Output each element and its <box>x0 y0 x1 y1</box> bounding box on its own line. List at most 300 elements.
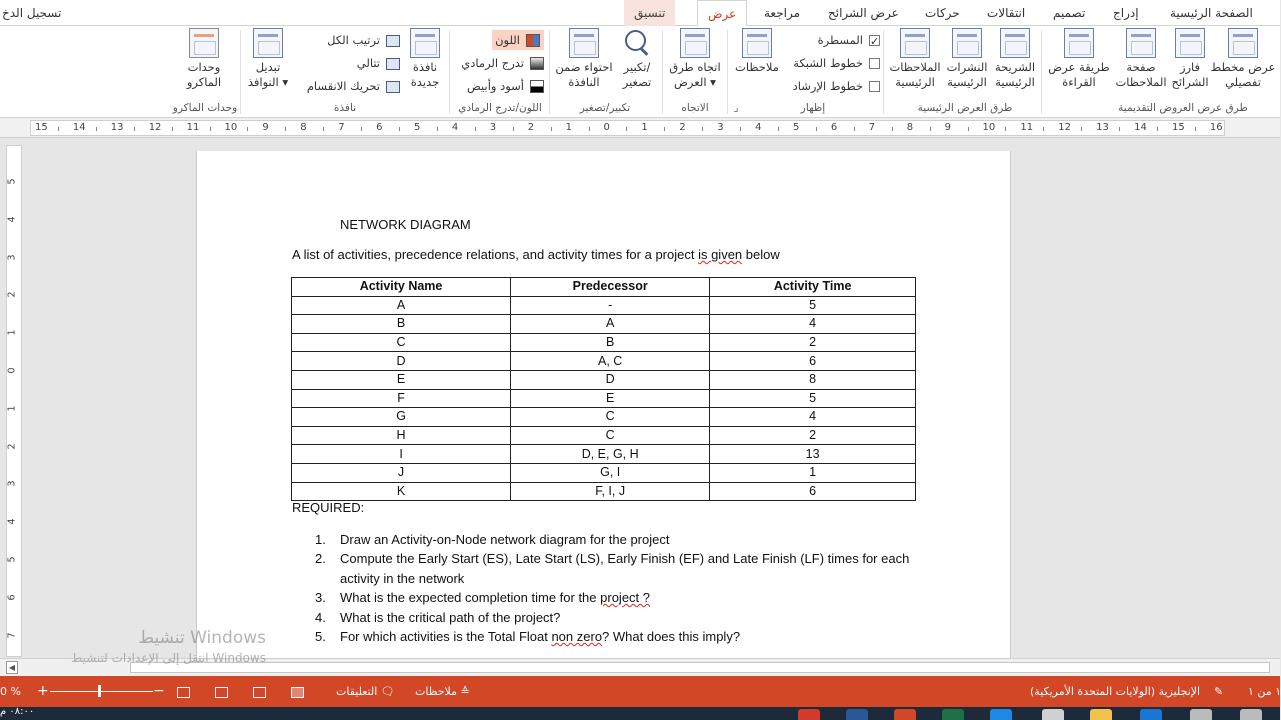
language-indicator[interactable]: الإنجليزية (الولايات المتحدة الأمريكية) <box>1030 685 1201 698</box>
ruler-tick-label: 9 <box>262 122 269 133</box>
vruler-tick-label: 2 <box>6 443 18 450</box>
ruler-tick-label: 1 <box>641 122 648 133</box>
ruler-tick-label: 11 <box>186 122 200 133</box>
new-window-icon <box>410 28 440 58</box>
ruler-tick-label: 5 <box>414 122 421 133</box>
slide-title[interactable]: NETWORK DIAGRAM <box>340 217 471 232</box>
vruler-tick-label: 7 <box>6 632 18 639</box>
notes-toggle-button[interactable] <box>415 676 470 707</box>
color-swatch-icon <box>526 34 540 47</box>
cell-predecessor: G, I <box>511 463 710 482</box>
ruler-label: المسطرة <box>817 33 863 47</box>
question-item <box>315 608 915 627</box>
header-activity-name: Activity Name <box>292 278 511 297</box>
ruler-tick <box>1005 127 1006 131</box>
ribbon-separator <box>1041 30 1042 114</box>
zoom-out-icon[interactable]: − <box>153 683 165 699</box>
ruler-tick <box>968 127 969 131</box>
ruler-tick <box>475 127 476 131</box>
ruler-tick <box>551 127 552 131</box>
ruler-tick-label: 8 <box>300 122 307 133</box>
cell-activity-name: G <box>292 408 511 427</box>
cascade-label: تتالي <box>356 56 380 70</box>
intro-spellcheck-text: is given <box>698 247 743 262</box>
group-label-macros: وحدات الماكرو <box>172 102 238 114</box>
table-row <box>292 296 916 315</box>
cell-predecessor: E <box>511 389 710 408</box>
grayscale-swatch-icon <box>530 57 544 70</box>
question-number: 3. <box>315 590 326 606</box>
cell-activity-time: 5 <box>710 389 916 408</box>
ruler-tick-label: 16 <box>1209 122 1223 133</box>
outline-view-label-1: عرض مخطط <box>1210 60 1276 74</box>
macros-icon <box>189 28 219 58</box>
tab-home[interactable]: الصفحة الرئيسية <box>1170 6 1253 20</box>
vruler-tick-label: 3 <box>6 480 18 487</box>
color-button[interactable] <box>492 30 544 50</box>
table-header-row <box>292 278 916 297</box>
explorer-taskbar-icon[interactable] <box>1090 709 1112 720</box>
ruler-track <box>30 120 1225 136</box>
ribbon-separator <box>727 30 728 114</box>
notes-page-icon <box>1126 28 1156 58</box>
ruler-tick-label: 8 <box>906 122 914 133</box>
switch-windows-button[interactable] <box>244 28 292 90</box>
zoom-label-1: تكبير/ <box>623 60 651 74</box>
tab-transitions[interactable]: انتقالات <box>987 6 1026 20</box>
switch-windows-icon <box>253 28 283 58</box>
vruler-tick-label: 1 <box>6 329 18 336</box>
cell-predecessor: F, I, J <box>511 482 710 501</box>
ruler-tick <box>58 127 59 131</box>
checkbox-unchecked-icon[interactable] <box>869 81 880 92</box>
notes-master-icon <box>900 28 930 58</box>
cell-predecessor: A, C <box>511 352 710 371</box>
ruler-tick-label: 11 <box>1020 122 1034 133</box>
ribbon-tab-bar <box>0 0 1280 26</box>
notes-page-button[interactable] <box>1112 28 1170 90</box>
group-label-window: نافذة <box>333 102 357 114</box>
magnifier-icon <box>622 28 652 58</box>
ruler-tick-label: 6 <box>830 122 838 133</box>
cascade-button[interactable] <box>304 53 400 73</box>
ruler-tick <box>892 127 893 131</box>
guides-label: خطوط الإرشاد <box>792 79 863 93</box>
question-text: Draw an Activity-on-Node network diagram for the project <box>340 532 670 547</box>
slide-canvas <box>24 139 1280 658</box>
cascade-icon <box>386 58 400 70</box>
slide-sorter-label-2: الشرائح <box>1171 75 1209 89</box>
arrange-all-label: ترتيب الكل <box>327 33 380 47</box>
notes-toggle-label: ملاحظات <box>415 685 457 698</box>
new-window-label-1: نافذة <box>412 60 438 74</box>
tab-insert[interactable]: إدراج <box>1113 6 1139 20</box>
table-row <box>292 482 916 501</box>
required-heading[interactable]: REQUIRED: <box>292 500 365 515</box>
ruler-tick-label: 6 <box>376 122 383 133</box>
search-taskbar-icon[interactable] <box>1190 709 1212 720</box>
cell-activity-name: I <box>292 445 511 464</box>
cell-predecessor: C <box>511 426 710 445</box>
ribbon-view <box>0 26 1280 118</box>
ribbon-separator <box>549 30 550 114</box>
ruler-tick-label: 9 <box>944 122 951 133</box>
handout-master-label-2: الرئيسية <box>947 75 987 89</box>
cell-activity-time: 1 <box>710 463 916 482</box>
cell-activity-name: J <box>292 463 511 482</box>
cell-predecessor: D <box>511 370 710 389</box>
cell-activity-time: 8 <box>710 370 916 389</box>
arrange-all-button[interactable] <box>304 30 400 50</box>
zoom-slider-track[interactable] <box>50 691 153 692</box>
switch-windows-label-1: تبديل <box>255 60 281 74</box>
slide-sorter-icon <box>1175 28 1205 58</box>
cell-predecessor: D, E, G, H <box>511 445 710 464</box>
cell-activity-time: 4 <box>710 408 916 427</box>
fit-window-label-1: احتواء ضمن <box>555 60 613 74</box>
ruler-tick <box>854 127 855 131</box>
move-split-button[interactable] <box>298 76 400 96</box>
table-row <box>292 333 916 352</box>
ruler-tick <box>134 127 135 131</box>
question-number: 4. <box>315 609 326 625</box>
slide[interactable] <box>196 151 1011 671</box>
cell-activity-time: 2 <box>710 333 916 352</box>
slide-master-label-2: الرئيسية <box>995 75 1035 89</box>
ruler-tick-label: 4 <box>451 122 459 133</box>
table-row <box>292 315 916 334</box>
ruler-tick-label: 13 <box>1096 122 1109 133</box>
zoom-percent[interactable]: 0 % <box>0 685 21 698</box>
comments-label: التعليقات <box>336 685 378 698</box>
cell-activity-time: 6 <box>710 482 916 501</box>
status-bar <box>0 676 1280 707</box>
arrange-all-icon <box>386 35 400 47</box>
question-text: For which activities is the Total Float <box>340 629 552 645</box>
ruler-tick <box>1119 127 1120 131</box>
ruler-tick-label: 7 <box>868 122 876 133</box>
ruler-tick <box>172 127 173 131</box>
direction-label-2: العرض ▾ <box>674 75 716 89</box>
question-text-end: ? What does this imply? <box>602 629 741 645</box>
zoom-in-icon[interactable]: + <box>37 683 49 699</box>
normal-view-icon[interactable] <box>291 676 304 707</box>
fit-to-window-icon <box>569 28 599 58</box>
cell-predecessor: - <box>511 296 710 315</box>
tab-animations[interactable]: حركات <box>925 6 960 20</box>
ruler-tick-label: 1 <box>565 122 572 133</box>
edge-taskbar-icon[interactable] <box>1140 709 1162 720</box>
direction-button[interactable] <box>666 28 724 90</box>
outline-view-label-2: تفصيلي <box>1225 75 1261 89</box>
cell-predecessor: A <box>511 315 710 334</box>
cell-predecessor: C <box>511 408 710 427</box>
notes-master-label-2: الرئيسية <box>895 75 935 89</box>
question-item <box>315 549 915 588</box>
group-label-presentation-views: طرق عرض العروض التقديمية <box>1118 102 1248 114</box>
spellcheck-status-icon[interactable]: ✎ <box>1214 685 1224 698</box>
windows-activation-watermark <box>26 628 266 668</box>
switch-windows-label-2: النوافذ ▾ <box>247 75 289 89</box>
notes-button-label: ملاحظات <box>735 60 779 74</box>
direction-icon <box>680 28 710 58</box>
zoom-slider-thumb[interactable] <box>98 685 101 697</box>
table-row <box>292 352 916 371</box>
ruler-tick <box>361 127 362 131</box>
ruler-tick <box>1043 127 1044 131</box>
vertical-ruler <box>6 145 22 657</box>
ruler-tick <box>323 127 324 131</box>
reading-view-label-2: القراءة <box>1062 75 1096 89</box>
move-split-label: تحريك الانقسام <box>306 79 380 93</box>
outline-view-button[interactable] <box>1210 28 1276 90</box>
gridlines-checkbox[interactable] <box>786 53 880 73</box>
header-activity-time: Activity Time <box>710 278 916 297</box>
tab-review[interactable]: مراجعة <box>764 6 801 20</box>
black-white-button[interactable] <box>458 76 544 96</box>
ruler-tick <box>399 127 400 131</box>
vruler-tick-label: 1 <box>6 405 18 412</box>
tab-slideshow[interactable]: عرض الشرائح <box>828 6 899 20</box>
watermark-line-1: تنشيط Windows <box>138 628 266 648</box>
table-row <box>292 463 916 482</box>
ruler-tick <box>513 127 514 131</box>
ruler-tick-label: 3 <box>489 122 497 133</box>
slide-sorter-button[interactable] <box>1168 28 1212 90</box>
notes-master-label-1: الملاحظات <box>889 60 941 74</box>
slide-master-label-1: الشريحة <box>994 60 1036 74</box>
taskbar-clock[interactable]: ٠٨:٠٠ م <box>0 706 35 717</box>
notes-icon <box>742 28 772 58</box>
ruler-tick-label: 0 <box>603 122 610 133</box>
ruler-checkbox[interactable] <box>786 30 880 50</box>
ruler-tick <box>437 127 438 131</box>
slide-number-indicator: ١ من ١ <box>1248 685 1281 698</box>
tab-view[interactable]: عرض <box>697 0 747 27</box>
notes-toggle-icon: ≙ <box>460 685 470 698</box>
store-taskbar-icon[interactable] <box>1042 709 1064 720</box>
ruler-tick-label: 4 <box>755 122 762 133</box>
ribbon-separator <box>449 30 450 114</box>
notes-page-label-2: الملاحظات <box>1115 75 1167 89</box>
macros-label-1: وحدات <box>187 60 221 74</box>
grayscale-button[interactable] <box>458 53 544 73</box>
ruler-tick-label: 12 <box>148 122 162 133</box>
ruler-tick-label: 2 <box>679 122 686 133</box>
vruler-tick-label: 4 <box>6 518 18 525</box>
zoom-label-2: تصغير <box>622 75 652 89</box>
ruler-tick-label: 14 <box>1134 122 1147 133</box>
ribbon-separator <box>662 30 663 114</box>
ruler-tick-label: 15 <box>35 122 48 133</box>
table-row <box>292 426 916 445</box>
comment-icon: 🗨 <box>380 685 395 698</box>
spellcheck-underlined-text: non zero <box>551 629 603 645</box>
cell-activity-name: D <box>292 352 511 371</box>
checkbox-unchecked-icon[interactable] <box>869 58 880 69</box>
ruler-tick <box>589 127 590 131</box>
scroll-left-icon[interactable]: ◀ <box>6 661 18 674</box>
group-label-show: إظهار <box>800 102 826 114</box>
horizontal-ruler <box>0 118 1280 138</box>
cell-predecessor: B <box>511 333 710 352</box>
app-taskbar-icon[interactable] <box>990 709 1012 720</box>
ruler-tick-label: 14 <box>72 122 86 133</box>
checkbox-checked-icon[interactable] <box>869 35 880 46</box>
ruler-tick-label: 13 <box>110 122 124 133</box>
notes-page-label-1: صفحة <box>1126 60 1156 74</box>
handout-master-icon <box>952 28 982 58</box>
ruler-tick <box>1195 127 1196 131</box>
move-split-icon <box>386 81 400 93</box>
ruler-tick-label: 2 <box>527 122 535 133</box>
cell-activity-name: A <box>292 296 511 315</box>
ruler-tick-label: 7 <box>338 122 345 133</box>
black-white-label: أسود وأبيض <box>466 79 524 93</box>
activity-table[interactable] <box>291 277 916 501</box>
color-label: اللون <box>495 33 520 47</box>
cell-activity-time: 6 <box>710 352 916 371</box>
ruler-tick-label: 5 <box>793 122 800 133</box>
reading-view-label-1: طريقة عرض <box>1048 60 1110 74</box>
slide-master-button[interactable] <box>990 28 1040 90</box>
vruler-tick-label: 5 <box>6 178 18 185</box>
group-label-master-views: طرق العرض الرئيسية <box>917 102 1013 114</box>
slideshow-view-icon[interactable] <box>177 676 190 707</box>
spellcheck-underlined-text: project ? <box>600 590 651 606</box>
dialog-launcher-icon[interactable]: ⌟ <box>733 102 739 114</box>
table-row <box>292 408 916 427</box>
ruler-tick <box>96 127 97 131</box>
questions-list[interactable] <box>315 530 915 646</box>
macros-label-2: الماكرو <box>186 75 222 89</box>
question-number: 1. <box>315 532 326 547</box>
outline-view-icon <box>1228 28 1258 58</box>
vruler-tick-label: 4 <box>6 216 18 223</box>
direction-label-1: اتجاه طرق <box>669 60 721 74</box>
handout-master-label-1: النشرات <box>946 60 988 74</box>
slide-sorter-label-1: فارز <box>1179 60 1201 74</box>
new-window-button[interactable] <box>404 28 446 90</box>
question-number: 2. <box>315 551 326 567</box>
ruler-tick <box>702 127 703 131</box>
handout-master-button[interactable] <box>942 28 992 90</box>
ruler-tick <box>778 127 779 131</box>
ruler-tick <box>1157 127 1158 131</box>
start-taskbar-icon[interactable] <box>1240 709 1262 720</box>
zoom-button[interactable] <box>616 28 658 90</box>
ruler-tick <box>930 127 931 131</box>
group-label-color: اللون/تدرج الرمادي <box>458 102 542 114</box>
reading-view-button[interactable] <box>1046 28 1112 90</box>
macros-button[interactable] <box>180 28 228 90</box>
intro-text-end: below <box>742 247 780 262</box>
guides-checkbox[interactable] <box>786 76 880 96</box>
new-window-label-2: جديدة <box>410 75 440 89</box>
intro-text-start: A list of activities, precedence relations, and activity times for a project <box>292 247 699 262</box>
ruler-tick <box>816 127 817 131</box>
gridlines-label: خطوط الشبكة <box>793 56 863 70</box>
tab-format[interactable]: تنسيق <box>624 0 675 26</box>
grayscale-label: تدرج الرمادي <box>461 56 524 70</box>
ruler-tick <box>626 127 627 131</box>
question-text: Compute the Early Start (ES), Late Start (LS), Early Finish (EF) and Late Finish (LF) times for each activity in the network <box>340 551 910 586</box>
cell-activity-name: C <box>292 333 511 352</box>
group-label-direction: الاتجاه <box>681 102 709 114</box>
notes-master-button[interactable] <box>886 28 944 90</box>
slide-master-icon <box>1000 28 1030 58</box>
table-row <box>292 370 916 389</box>
question-item <box>315 627 915 646</box>
notes-button[interactable] <box>731 28 783 75</box>
ruler-tick-label: 10 <box>982 122 996 133</box>
powerpoint-taskbar-icon[interactable] <box>894 709 916 720</box>
question-number: 5. <box>315 629 326 645</box>
windows-taskbar <box>0 707 1280 720</box>
ruler-tick-label: 12 <box>1058 122 1072 133</box>
cell-activity-name: B <box>292 315 511 334</box>
ruler-tick <box>664 127 665 131</box>
cell-activity-time: 13 <box>710 445 916 464</box>
ruler-tick <box>1081 127 1082 131</box>
excel-taskbar-icon[interactable] <box>942 709 964 720</box>
watermark-line-2: انتقل إلى الإعدادات لتنشيط Windows <box>71 651 266 665</box>
vruler-tick-label: 5 <box>6 556 18 563</box>
cell-activity-time: 5 <box>710 296 916 315</box>
black-white-swatch-icon <box>530 80 544 93</box>
table-row <box>292 445 916 464</box>
ruler-tick-label: 15 <box>1172 122 1185 133</box>
ruler-tick <box>210 127 211 131</box>
vruler-tick-label: 2 <box>6 291 18 298</box>
ruler-tick-label: 10 <box>224 122 238 133</box>
reading-view-icon <box>1064 28 1094 58</box>
ruler-tick <box>247 127 248 131</box>
chrome-taskbar-icon[interactable] <box>798 709 820 720</box>
cell-activity-time: 2 <box>710 426 916 445</box>
slide-sorter-view-icon[interactable] <box>253 676 266 707</box>
fit-to-window-button[interactable] <box>552 28 616 90</box>
cell-activity-name: E <box>292 370 511 389</box>
sign-in-link[interactable]: تسجيل الدخ <box>2 6 62 20</box>
group-label-zoom: تكبير/تصغير <box>579 102 631 114</box>
ruler-tick <box>740 127 741 131</box>
question-item <box>315 530 915 549</box>
question-item <box>315 588 915 607</box>
slide-intro-text[interactable] <box>292 247 780 262</box>
question-text: What is the critical path of the project? <box>340 609 561 625</box>
comments-button[interactable] <box>336 676 395 707</box>
question-text: What is the expected completion time for the <box>340 590 601 606</box>
tab-design[interactable]: تصميم <box>1053 6 1086 20</box>
header-predecessor: Predecessor <box>511 278 710 297</box>
cell-activity-name: F <box>292 389 511 408</box>
ribbon-separator <box>883 30 884 114</box>
word-taskbar-icon[interactable] <box>846 709 868 720</box>
ruler-tick <box>285 127 286 131</box>
vruler-tick-label: 0 <box>6 367 18 374</box>
vruler-tick-label: 3 <box>6 254 18 261</box>
ruler-tick-label: 3 <box>717 122 724 133</box>
cell-activity-name: H <box>292 426 511 445</box>
cell-activity-time: 4 <box>710 315 916 334</box>
scrollbar-thumb[interactable] <box>130 662 1270 673</box>
reading-view-icon[interactable] <box>215 676 228 707</box>
table-row <box>292 389 916 408</box>
vruler-tick-label: 6 <box>6 594 18 601</box>
cell-activity-name: K <box>292 482 511 501</box>
fit-window-label-2: النافذة <box>568 75 600 89</box>
